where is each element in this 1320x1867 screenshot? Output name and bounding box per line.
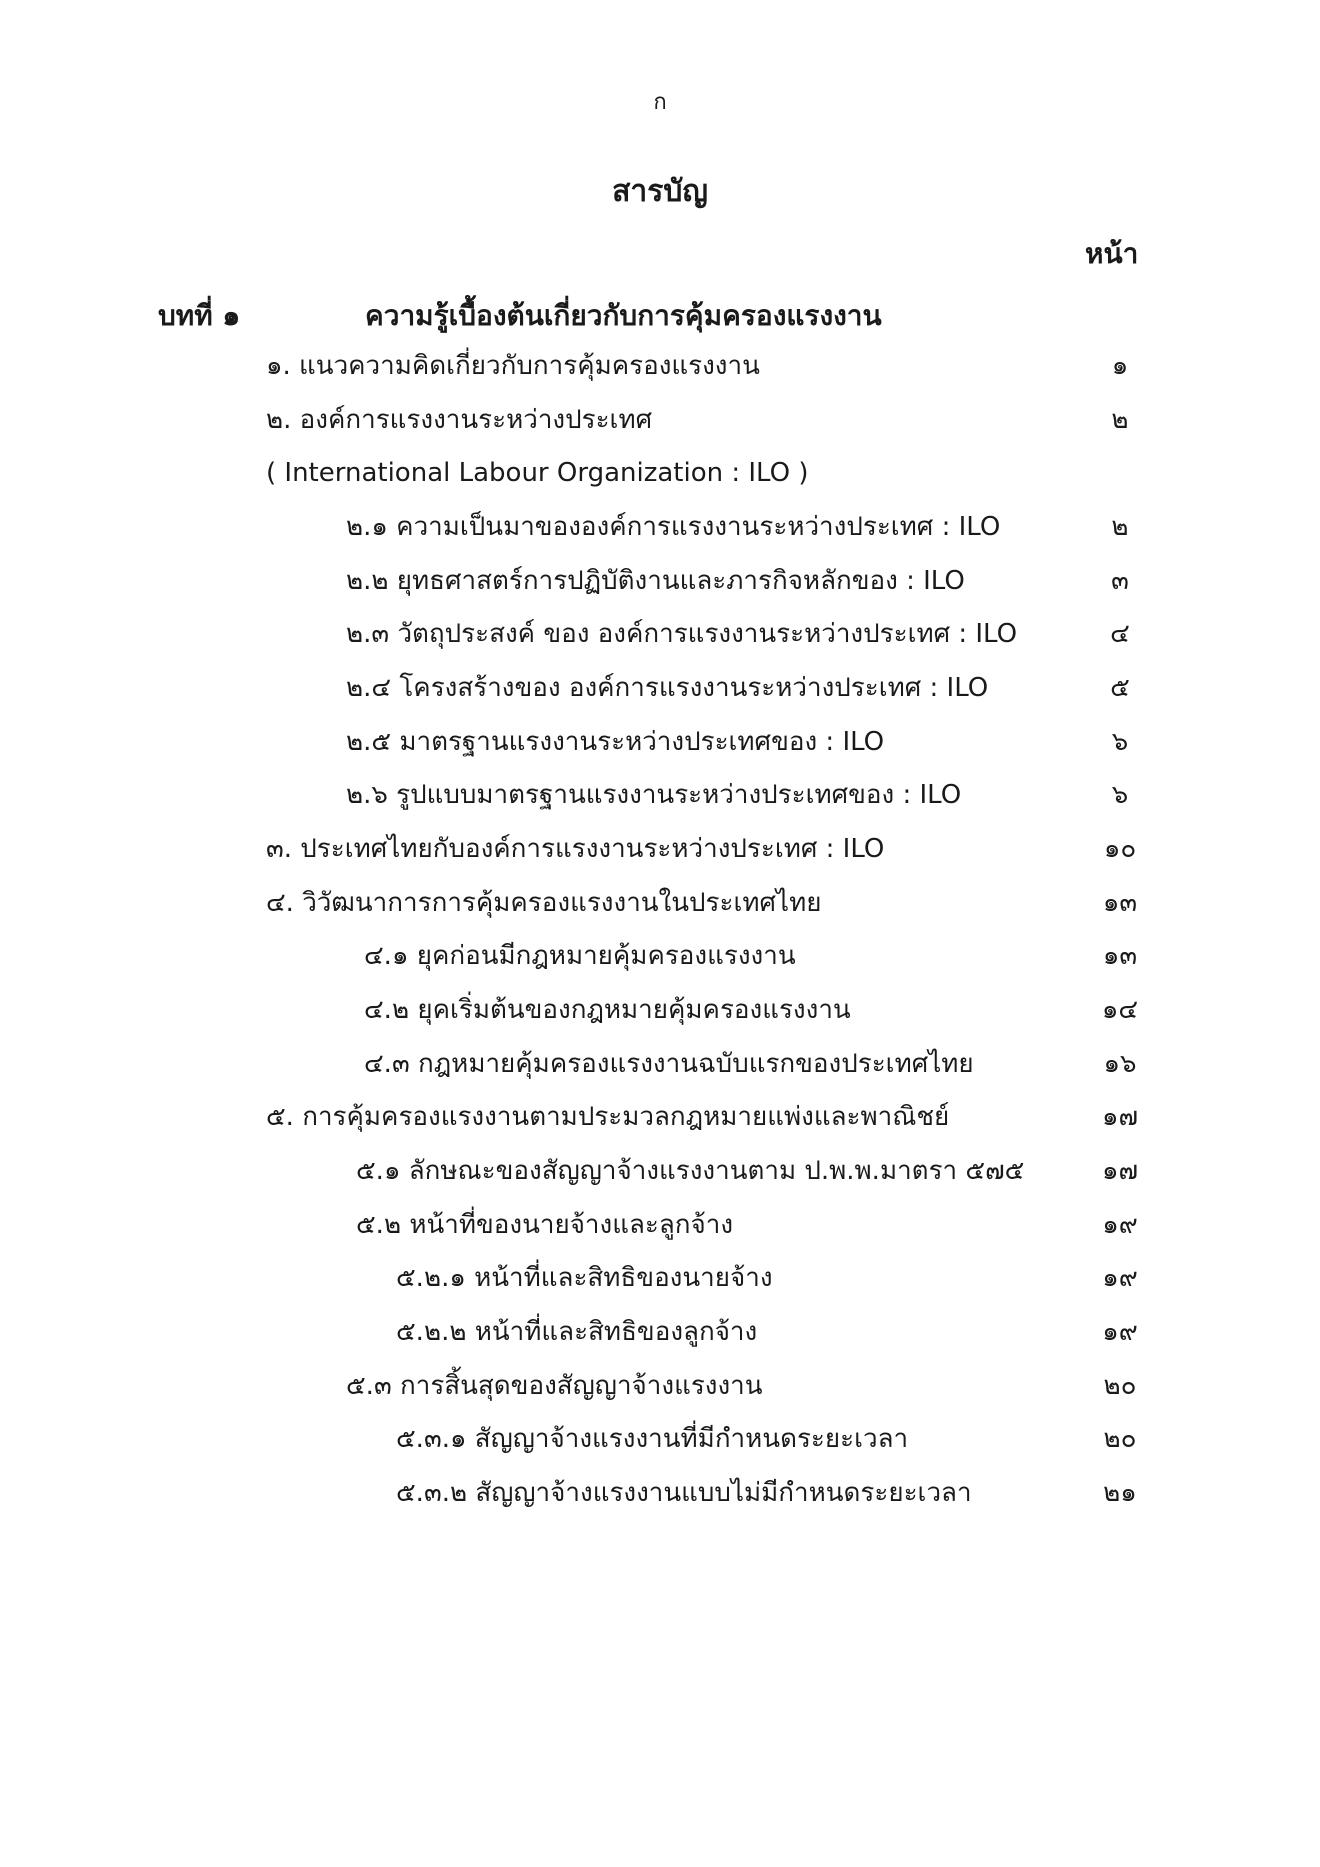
toc-entry-page: ๓ — [1111, 566, 1129, 596]
toc-entry-text: ๒.๔ โครงสร้างของ องค์การแรงงานระหว่างประเทศ : ILO — [346, 673, 989, 703]
chapter-title: ความรู้เบื้องต้นเกี่ยวกับการคุ้มครองแรงงาน — [365, 299, 882, 332]
page-number: ก — [653, 90, 667, 115]
toc-entry-page: ๑ — [1111, 351, 1129, 381]
toc-entry-text: ๕.๑ ลักษณะของสัญญาจ้างแรงงานตาม ป.พ.พ.มาตรา ๕๗๕ — [356, 1156, 1025, 1186]
chapter-number: บทที่ ๑ — [158, 299, 241, 332]
toc-entry-page: ๑๗ — [1101, 1102, 1139, 1132]
toc-entry-text: ๒.๒ ยุทธศาสตร์การปฏิบัติงานและภารกิจหลักของ : ILO — [346, 566, 965, 596]
toc-entry-page: ๔ — [1110, 619, 1130, 649]
toc-entry-text: ๒.๓ วัตถุประสงค์ ของ องค์การแรงงานระหว่างประเทศ : ILO — [346, 619, 1018, 649]
toc-entry-text: ๔.๑ ยุคก่อนมีกฎหมายคุ้มครองแรงงาน — [364, 941, 796, 971]
toc-entry-page: ๕ — [1110, 673, 1130, 703]
toc-entry-text: ๕.๓.๒ สัญญาจ้างแรงงานแบบไม่มีกำหนดระยะเวลา — [396, 1478, 972, 1508]
toc-entry-page: ๖ — [1111, 727, 1129, 757]
toc-entry-page: ๒๐ — [1103, 1424, 1137, 1454]
toc-entry-text: ๔.๒ ยุคเริ่มต้นของกฎหมายคุ้มครองแรงงาน — [364, 995, 851, 1025]
toc-entry-page: ๒๐ — [1103, 1371, 1137, 1401]
toc-entry-text: ๒. องค์การแรงงานระหว่างประเทศ — [266, 405, 653, 435]
toc-entry-text: ๕.๒.๒ หน้าที่และสิทธิของลูกจ้าง — [396, 1317, 758, 1347]
toc-entry-page: ๑๔ — [1101, 995, 1139, 1025]
toc-title: สารบัญ — [612, 174, 708, 209]
toc-entry-text: ๕.๒.๑ หน้าที่และสิทธิของนายจ้าง — [396, 1263, 773, 1293]
toc-entry-text: ๒.๑ ความเป็นมาขององค์การแรงงานระหว่างประเทศ : ILO — [346, 512, 1001, 542]
toc-entry-text: ๕.๓ การสิ้นสุดของสัญญาจ้างแรงงาน — [346, 1371, 763, 1401]
toc-entry-page: ๒ — [1111, 405, 1129, 435]
toc-entry-page: ๑๖ — [1103, 1049, 1137, 1079]
toc-entry-page: ๑๓ — [1102, 888, 1138, 918]
toc-entry-page: ๑๙ — [1102, 1210, 1138, 1240]
toc-entry-page: ๑๓ — [1102, 941, 1138, 971]
toc-entry-text: ๕. การคุ้มครองแรงงานตามประมวลกฎหมายแพ่งและพาณิชย์ — [266, 1102, 950, 1132]
toc-entry-text: ๔.๓ กฎหมายคุ้มครองแรงงานฉบับแรกของประเทศไทย — [364, 1049, 974, 1079]
toc-entry-text: ๕.๒ หน้าที่ของนายจ้างและลูกจ้าง — [356, 1210, 734, 1240]
toc-entry-page: ๒๑ — [1103, 1478, 1137, 1508]
toc-entry-text: ๔. วิวัฒนาการการคุ้มครองแรงงานในประเทศไทย — [266, 888, 822, 918]
toc-entry-text: ๓. ประเทศไทยกับองค์การแรงงานระหว่างประเทศ : ILO — [266, 834, 885, 864]
toc-entry-text: ๕.๓.๑ สัญญาจ้างแรงงานที่มีกำหนดระยะเวลา — [396, 1424, 909, 1454]
toc-entry-text: ๑. แนวความคิดเกี่ยวกับการคุ้มครองแรงงาน — [266, 351, 760, 381]
toc-entry-page: ๑๗ — [1101, 1156, 1139, 1186]
toc-entry-page: ๑๐ — [1103, 834, 1137, 864]
toc-entry-text: ๒.๕ มาตรฐานแรงงานระหว่างประเทศของ : ILO — [346, 727, 885, 757]
toc-entry-page: ๖ — [1111, 780, 1129, 810]
toc-entry-page: ๑๙ — [1102, 1317, 1138, 1347]
toc-entry-text: ( International Labour Organization : ILO ) — [266, 458, 809, 488]
toc-entry-page: ๑๙ — [1102, 1263, 1138, 1293]
toc-entry-text: ๒.๖ รูปแบบมาตรฐานแรงงานระหว่างประเทศของ : ILO — [346, 780, 962, 810]
toc-entry-page: ๒ — [1111, 512, 1129, 542]
toc-entry-page — [1100, 453, 1140, 493]
page-column-header: หน้า — [1085, 237, 1139, 270]
